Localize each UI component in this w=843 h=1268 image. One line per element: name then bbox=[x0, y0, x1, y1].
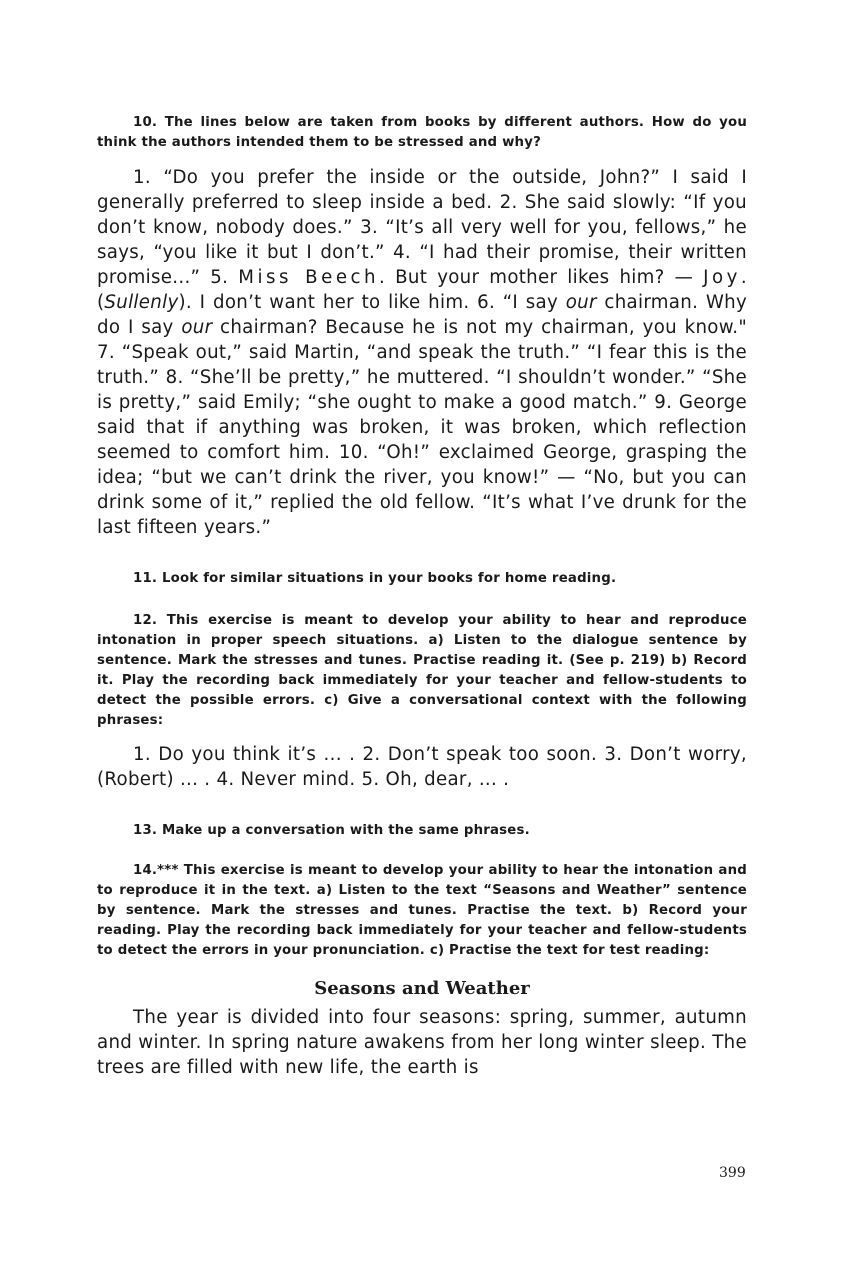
exercise-14-task: 14.*** This exercise is meant to develop your ability to hear the intonation and to reproduce it in the text. a) Listen to the text “Seasons and Weather” sentence by sentence. Mark the stresses and tunes. Practise the text. b) Record your reading. Play the recording back immediately for your teacher and fellow-students to detect the errors in your pronunciation. c) Practise the text for test reading: bbox=[97, 863, 747, 958]
emphasis-our-2: our bbox=[181, 317, 213, 338]
stage-direction-sullenly: Sullenly bbox=[104, 292, 179, 313]
emphasis-our-1: our bbox=[565, 292, 597, 313]
exercise-10-text-part-1: 1. “Do you prefer the inside or the outside, John?” I said I generally preferred to sleep inside a bed. 2. She said slowly: “If you don’t know, nobody does.” 3. “It’s all very well for you, fellows,” he says, “you like it but I don’t.” 4. “I had their promise, their written promise...” 5. bbox=[97, 167, 747, 288]
exercise-10-text-part-2: . But your mother likes him? — bbox=[379, 267, 704, 288]
exercise-13-task: 13. Make up a conversation with the same phrases. bbox=[133, 823, 530, 838]
exercise-10-text bbox=[97, 165, 747, 540]
section-title: Seasons and Weather bbox=[314, 978, 530, 999]
exercise-11-task: 11. Look for similar situations in your books for home reading. bbox=[133, 571, 617, 586]
exercise-10-task: 10. The lines below are taken from books by different authors. How do you think the authors intended them to be stressed and why? bbox=[97, 115, 747, 150]
exercise-12-phrases: 1. Do you think it’s ... . 2. Don’t speak too soon. 3. Don’t worry, (Robert) ... . 4. Never mind. 5. Oh, dear, ... . bbox=[97, 744, 747, 790]
speaker-joy: Joy bbox=[703, 267, 741, 288]
exercise-10-text-part-3: . ( bbox=[97, 267, 747, 313]
speaker-miss-beech: Miss Beech bbox=[238, 267, 380, 288]
seasons-text: The year is divided into four seasons: spring, summer, autumn and winter. In spring nature awakens from her long winter sleep. The trees are filled with new life, the earth is bbox=[97, 1007, 747, 1078]
exercise-12-task: 12. This exercise is meant to develop your ability to hear and reproduce intonation in proper speech situations. a) Listen to the dialogue sentence by sentence. Mark the stresses and tunes. Practise reading it. (See p. 219) b) Record it. Play the recording back immediately for your teacher and fellow-students to detect the possible errors. c) Give a conversational context with the following phrases: bbox=[97, 613, 747, 728]
exercise-10-text-part-5: chairman. Why do I say bbox=[97, 292, 748, 338]
page-number: 399 bbox=[719, 1165, 746, 1181]
exercise-10-text-part-6: chairman? Because he is not my chairman, you know." 7. “Speak out,” said Martin, “and speak the truth.” “I fear this is the truth.” 8. “She’ll be pretty,” he muttered. “I shouldn’t wonder.” “She is pretty,” said Emily; “she ought to make a good match.” 9. George said that if anything was broken, it was broken, which reflection seemed to comfort him. 10. “Oh!” exclaimed George, grasping the idea; “but we can’t drink the river, you know!” — “No, but you can drink some of it,” replied the old fellow. “It’s what I’ve drunk for the last fifteen years.” bbox=[97, 317, 747, 538]
exercise-10-text-part-4: ). I don’t want her to like him. 6. “I say bbox=[178, 292, 566, 313]
page-content bbox=[97, 113, 747, 1080]
